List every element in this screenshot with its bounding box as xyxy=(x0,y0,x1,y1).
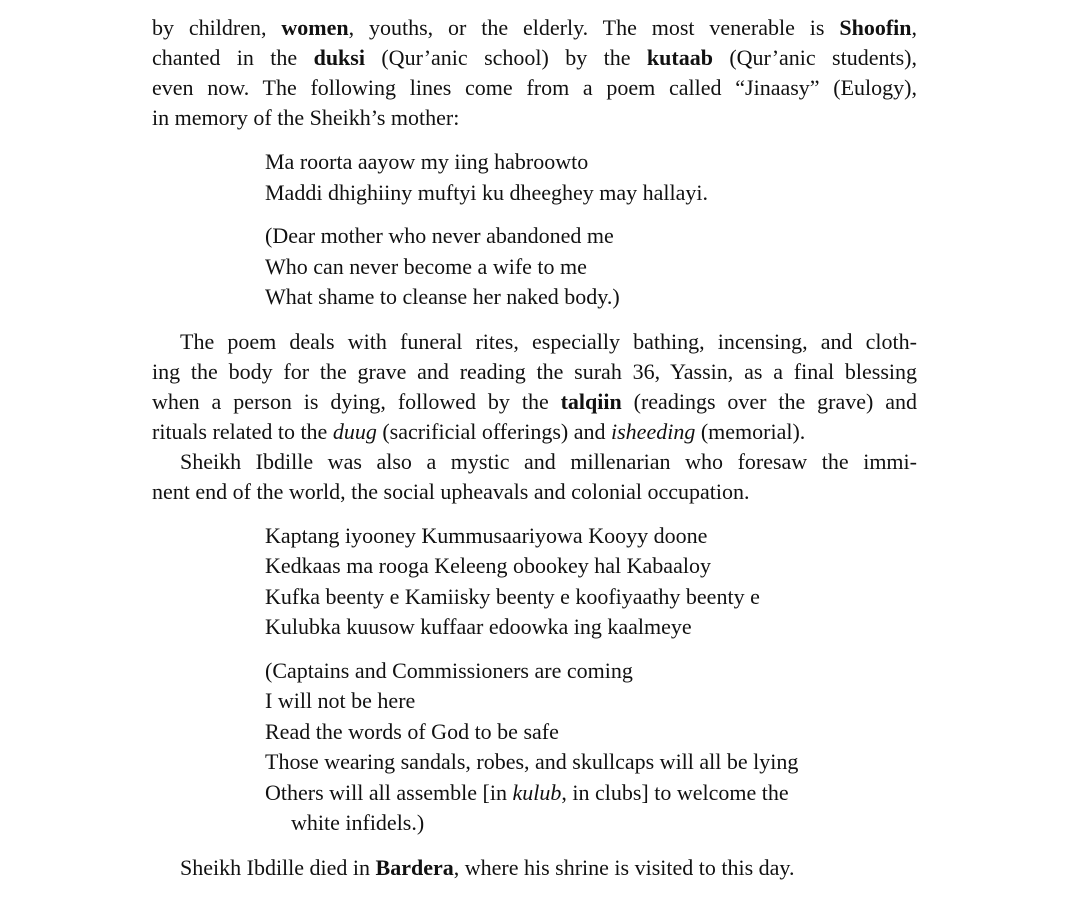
bold-term-bardera: Bardera xyxy=(375,854,454,880)
verse-line: (Dear mother who never abandoned me xyxy=(265,223,614,248)
verse-line: Kufka beenty e Kamiisky beenty e koofiyaathy beenty e xyxy=(265,583,760,609)
italic-term-duug: duug xyxy=(332,418,377,444)
verse-somali-prophecy xyxy=(152,521,917,643)
verse-english-prophecy xyxy=(152,656,917,839)
verse-line: Kedkaas ma rooga Keleeng obookey hal Kabaaloy xyxy=(265,553,711,578)
verse-line: What shame to cleanse her naked body.) xyxy=(265,284,620,309)
bold-term-duksi: duksi xyxy=(313,45,365,70)
bold-term-women: women xyxy=(281,15,349,40)
paragraph-line: nent end of the world, the social upheavals and colonial occupation. xyxy=(152,478,750,504)
verse-line-continuation: white infidels.) xyxy=(291,810,425,835)
verse-line: Read the words of God to be safe xyxy=(265,718,559,744)
verse-line: Ma roorta aayow my iing habroowto xyxy=(265,149,589,174)
bold-term-kutaab: kutaab xyxy=(646,45,713,70)
paragraph-line: when a person is dying, followed by the talqiin (readings over the grave) and xyxy=(152,388,917,414)
verse-english-eulogy xyxy=(152,221,917,313)
paragraph-line: in memory of the Sheikh’s mother: xyxy=(152,105,460,130)
paragraph-mystic xyxy=(152,447,917,507)
paragraph-line: Sheikh Ibdille was also a mystic and millenarian who foresaw the immi- xyxy=(180,448,917,474)
verse-line: Kulubka kuusow kuffaar edoowka ing kaalmeye xyxy=(265,614,692,639)
paragraph-line: even now. The following lines come from a poem called “Jinaasy” (Eulogy), xyxy=(152,75,917,100)
verse-line: I will not be here xyxy=(265,688,416,713)
paragraph-line: rituals related to the duug (sacrificial offerings) and isheeding (memorial). xyxy=(152,418,806,444)
paragraph-funeral-rites xyxy=(152,327,917,447)
verse-line: (Captains and Commissioners are coming xyxy=(265,657,633,683)
italic-term-isheeding: isheeding xyxy=(611,418,696,444)
verse-line: Maddi dhighiiny muftyi ku dheeghey may hallayi. xyxy=(265,179,708,205)
paragraph-line: The poem deals with funeral rites, especially bathing, incensing, and cloth- xyxy=(180,328,917,354)
verse-line: Those wearing sandals, robes, and skullcaps will all be lying xyxy=(265,749,799,774)
document-page xyxy=(152,13,917,883)
verse-line: Others will all assemble [in kulub, in clubs] to welcome the xyxy=(265,779,789,805)
italic-term-kulub: kulub xyxy=(512,779,562,805)
bold-term-shoofin: Shoofin xyxy=(839,15,912,40)
paragraph-line: ing the body for the grave and reading the surah 36, Yassin, as a final blessing xyxy=(152,358,917,384)
verse-somali-eulogy xyxy=(152,147,917,208)
paragraph-line: chanted in the duksi (Qur’anic school) by the kutaab (Qur’anic students), xyxy=(152,45,918,70)
paragraph-death xyxy=(152,853,917,883)
verse-line: Who can never become a wife to me xyxy=(265,253,587,279)
verse-line: Kaptang iyooney Kummusaariyowa Kooyy doone xyxy=(265,522,708,548)
paragraph-line: by children, women, youths, or the elderly. The most venerable is Shoofin, xyxy=(152,15,917,40)
paragraph-intro xyxy=(152,13,917,133)
paragraph-line: Sheikh Ibdille died in Bardera, where his shrine is visited to this day. xyxy=(180,854,795,880)
bold-term-talqiin: talqiin xyxy=(560,388,622,414)
